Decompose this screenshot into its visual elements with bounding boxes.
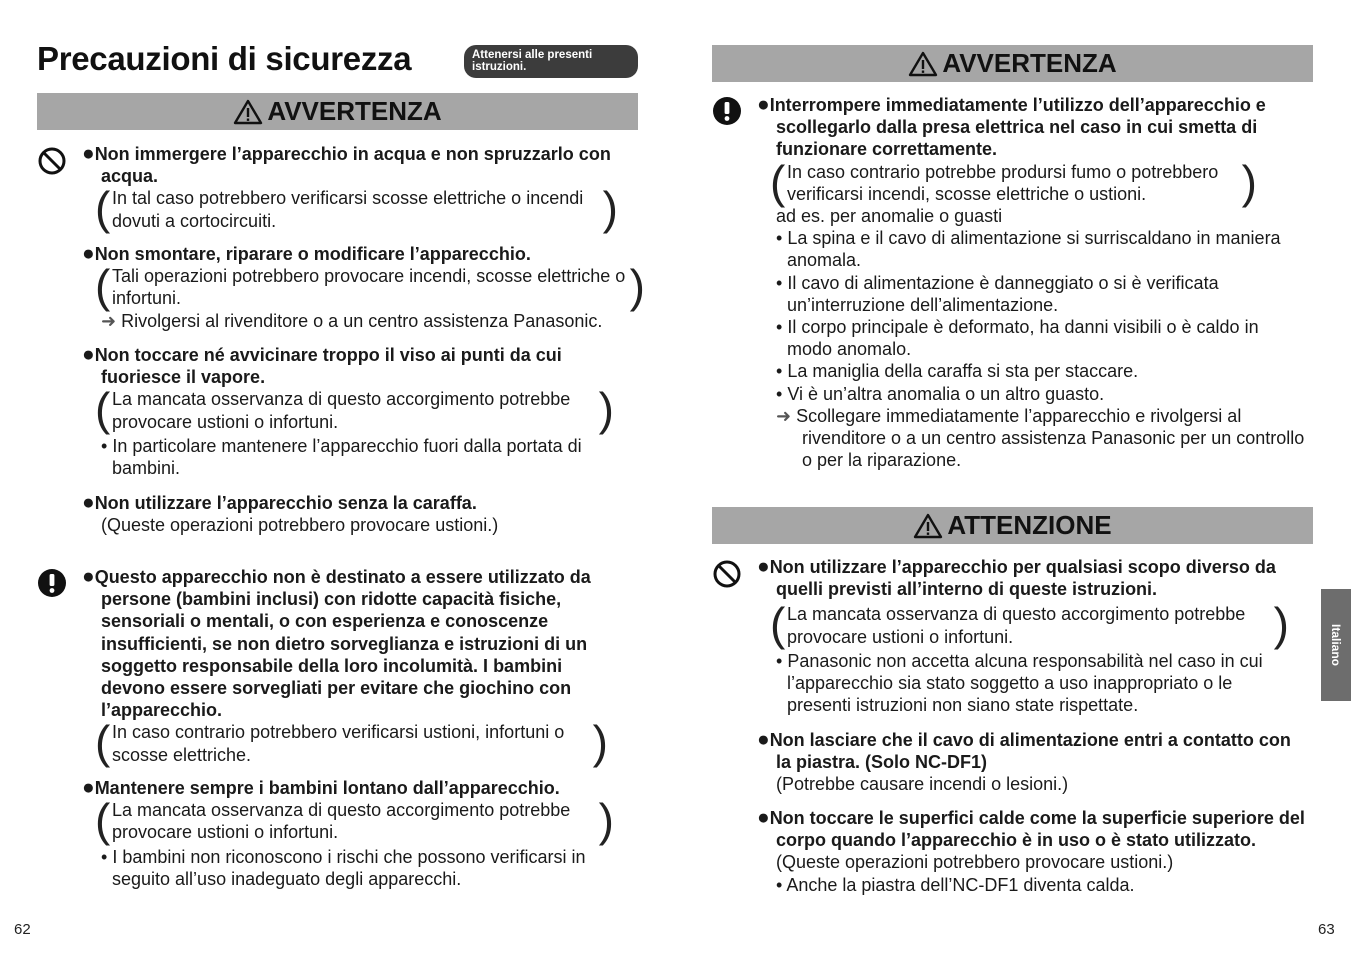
item-bullet: Panasonic non accetta alcuna responsabilità nel caso in cui l’apparecchio sia stato soggetto a uso inappropriato o le presenti istruzioni non siano state rispettate.: [787, 650, 1263, 716]
item-arrow-text: Scollegare immediatamente l’apparecchio e rivolgersi al rivenditore o a un centro assistenza Panasonic per un controllo o per la riparazione.: [796, 405, 1305, 471]
item-bullet: Il cavo di alimentazione è danneggiato o si è verificata un’interruzione dell’alimentazione.: [787, 272, 1219, 315]
item-detail: ( In tal caso potrebbero verificarsi scosse elettriche o incendi dovuti a cortocircuiti. ): [101, 187, 608, 231]
item-heading: Non lasciare che il cavo di alimentazione entri a contatto con la piastra. (Solo NC-DF1): [769, 730, 1291, 773]
item-bullet: La spina e il cavo di alimentazione si surriscaldano in maniera anomala.: [787, 228, 1281, 271]
caution-bar-label: ATTENZIONE: [947, 510, 1112, 540]
item-heading: Interrompere immediatamente l’utilizzo dell’apparecchio e scollegarlo dalla presa elettrica nel caso in cui smetta di funzionare correttamente.: [769, 95, 1266, 160]
page-title: Precauzioni di sicurezza: [37, 40, 412, 77]
item-example: ad es. per anomalie o guasti: [776, 206, 1003, 227]
page-number-right: 63: [1318, 921, 1335, 938]
item-heading: Non immergere l’apparecchio in acqua e non spruzzarlo con acqua.: [94, 144, 611, 187]
item-detail: ( In caso contrario potrebbe prodursi fumo o potrebbero verificarsi incendi, scosse elettriche o ustioni. ): [776, 161, 1247, 205]
caution-bar: [712, 507, 1313, 544]
mandatory-icon: [37, 568, 67, 598]
list-item: ●Mantenere sempre i bambini lontano dall’apparecchio. ( La mancata osservanza di questo accorgimento potrebbe provocare ustioni o infortuni. ) • I bambini non riconoscono i rischi che possono verificarsi in seguito all’uso inadeguato degli apparecchi.: [82, 777, 612, 890]
item-heading: Mantenere sempre i bambini lontano dall’apparecchio.: [94, 778, 560, 798]
item-detail: ( La mancata osservanza di questo accorgimento potrebbe provocare ustioni o infortuni. ): [776, 603, 1279, 647]
list-item: ●Non smontare, riparare o modificare l’apparecchio. ( Tali operazioni potrebbero provocare incendi, scosse elettriche o infortuni. ) ➜ Rivolgersi al rivenditore o a un centro assistenza Panasonic.: [82, 243, 612, 332]
language-side-tab: [1321, 589, 1351, 701]
warning-bar-label: AVVERTENZA: [942, 48, 1117, 78]
item-bullet: La maniglia della caraffa si sta per staccare.: [787, 361, 1139, 382]
item-bullet: Anche la piastra dell’NC-DF1 diventa calda.: [786, 874, 1135, 895]
list-item: ●Interrompere immediatamente l’utilizzo dell’apparecchio e scollegarlo dalla presa elettrica nel caso in cui smetta di funzionare correttamente. ( In caso contrario potrebbe prodursi fumo o potrebbero verificarsi incendi, scosse elettriche o ustioni. ) ad es. per anomalie o guasti • La spina e il cavo di alimentazione si surriscaldano in maniera anomala. • Il cavo di alimentazione è danneggiato o si è verificata un’interruzione dell’alimentazione. • Il corpo principale è deformato, ha danni visibili o è caldo in modo anomalo. • La maniglia della caraffa si sta per staccare. • Vi è un’altra anomalia o un altro guasto. ➜ Scollegare immediatamente l’apparecchio e rivolgersi al rivenditore o a un centro assistenza Panasonic per un controllo o per la riparazione.: [757, 94, 1305, 471]
item-detail: ( Tali operazioni potrebbero provocare incendi, scosse elettriche o infortuni. ): [101, 265, 635, 309]
mandatory-icon: [712, 96, 742, 126]
list-item: ●Non utilizzare l’apparecchio senza la caraffa. (Queste operazioni potrebbero provocare ustioni.): [82, 492, 612, 536]
instructions-badge: Attenersi alle presenti istruzioni.: [464, 45, 638, 78]
prohibition-icon: [37, 146, 67, 176]
warning-triangle-icon: [233, 99, 263, 125]
item-bullet: In particolare mantenere l’apparecchio fuori dalla portata di bambini.: [112, 435, 582, 479]
item-heading: Non toccare né avvicinare troppo il viso ai punti da cui fuoriesce il vapore.: [94, 345, 562, 388]
item-detail: ( La mancata osservanza di questo accorgimento potrebbe provocare ustioni o infortuni. ): [101, 388, 604, 432]
language-side-tab-label: Italiano: [1329, 623, 1344, 667]
item-note: (Queste operazioni potrebbero provocare ustioni.): [776, 852, 1174, 873]
arrow-icon: ➜: [101, 310, 122, 331]
warning-bar-label: AVVERTENZA: [267, 96, 442, 126]
item-heading: Non toccare le superfici calde come la superficie superiore del corpo quando l’apparecchio è in uso o è stato utilizzato.: [769, 808, 1305, 851]
item-heading: Non utilizzare l’apparecchio per qualsiasi scopo diverso da quelli previsti all’interno di queste istruzioni.: [769, 557, 1276, 600]
item-heading: Non smontare, riparare o modificare l’apparecchio.: [94, 244, 531, 264]
list-item: ●Non lasciare che il cavo di alimentazione entri a contatto con la piastra. (Solo NC-DF1) (Potrebbe causare incendi o lesioni.): [757, 729, 1297, 796]
list-item: ●Non immergere l’apparecchio in acqua e non spruzzarlo con acqua. ( In tal caso potrebbero verificarsi scosse elettriche o incendi dovuti a cortocircuiti. ): [82, 143, 612, 232]
item-note: (Potrebbe causare incendi o lesioni.): [776, 774, 1069, 795]
item-detail: ( In caso contrario potrebbero verificarsi ustioni, infortuni o scosse elettriche. ): [101, 721, 598, 765]
warning-triangle-icon: [913, 513, 943, 539]
list-item: ●Questo apparecchio non è destinato a essere utilizzato da persone (bambini inclusi) con ridotte capacità fisiche, sensoriali o mentali, o con esperienza e conoscenze insufficienti, se non dietro sorveglianza e istruzioni di un soggetto responsabile della loro incolumità. I bambini devono essere sorvegliati per evitare che giochino con l’apparecchio. ( In caso contrario potrebbero verificarsi ustioni, infortuni o scosse elettriche. ): [82, 566, 612, 766]
item-detail: ( La mancata osservanza di questo accorgimento potrebbe provocare ustioni o infortuni. ): [101, 799, 604, 843]
warning-bar-left: [37, 93, 638, 130]
item-bullet: I bambini non riconoscono i rischi che possono verificarsi in seguito all’uso inadeguato degli apparecchi.: [112, 846, 586, 889]
list-item: ●Non toccare né avvicinare troppo il viso ai punti da cui fuoriesce il vapore. ( La mancata osservanza di questo accorgimento potrebbe provocare ustioni o infortuni. ) • In particolare mantenere l’apparecchio fuori dalla portata di bambini.: [82, 344, 612, 479]
item-bullet: Vi è un’altra anomalia o un altro guasto.: [787, 383, 1105, 404]
warning-triangle-icon: [908, 51, 938, 77]
list-item: ●Non toccare le superfici calde come la superficie superiore del corpo quando l’apparecchio è in uso o è stato utilizzato. (Queste operazioni potrebbero provocare ustioni.) • Anche la piastra dell’NC-DF1 diventa calda.: [757, 807, 1317, 896]
prohibition-icon: [712, 559, 742, 589]
item-heading: Questo apparecchio non è destinato a essere utilizzato da persone (bambini inclusi) con ridotte capacità fisiche, sensoriali o mentali, o con esperienza e conoscenze insufficienti, se non dietro sorveglianza e istruzioni di un soggetto responsabile della loro incolumità. I bambini devono essere sorvegliati per evitare che giochino con l’apparecchio.: [94, 567, 591, 721]
page-number-left: 62: [14, 921, 31, 938]
item-note: (Queste operazioni potrebbero provocare ustioni.): [101, 515, 499, 536]
arrow-icon: ➜: [776, 405, 797, 426]
item-heading: Non utilizzare l’apparecchio senza la caraffa.: [94, 493, 477, 513]
list-item: ●Non utilizzare l’apparecchio per qualsiasi scopo diverso da quelli previsti all’interno di queste istruzioni. ( La mancata osservanza di questo accorgimento potrebbe provocare ustioni o infortuni. ) • Panasonic non accetta alcuna responsabilità nel caso in cui l’apparecchio sia stato soggetto a uso inappropriato o le presenti istruzioni non siano state rispettate.: [757, 556, 1312, 716]
warning-bar-right: [712, 45, 1313, 82]
item-bullet: Il corpo principale è deformato, ha danni visibili o è caldo in modo anomalo.: [787, 317, 1259, 360]
item-arrow-text: Rivolgersi al rivenditore o a un centro assistenza Panasonic.: [121, 310, 603, 331]
